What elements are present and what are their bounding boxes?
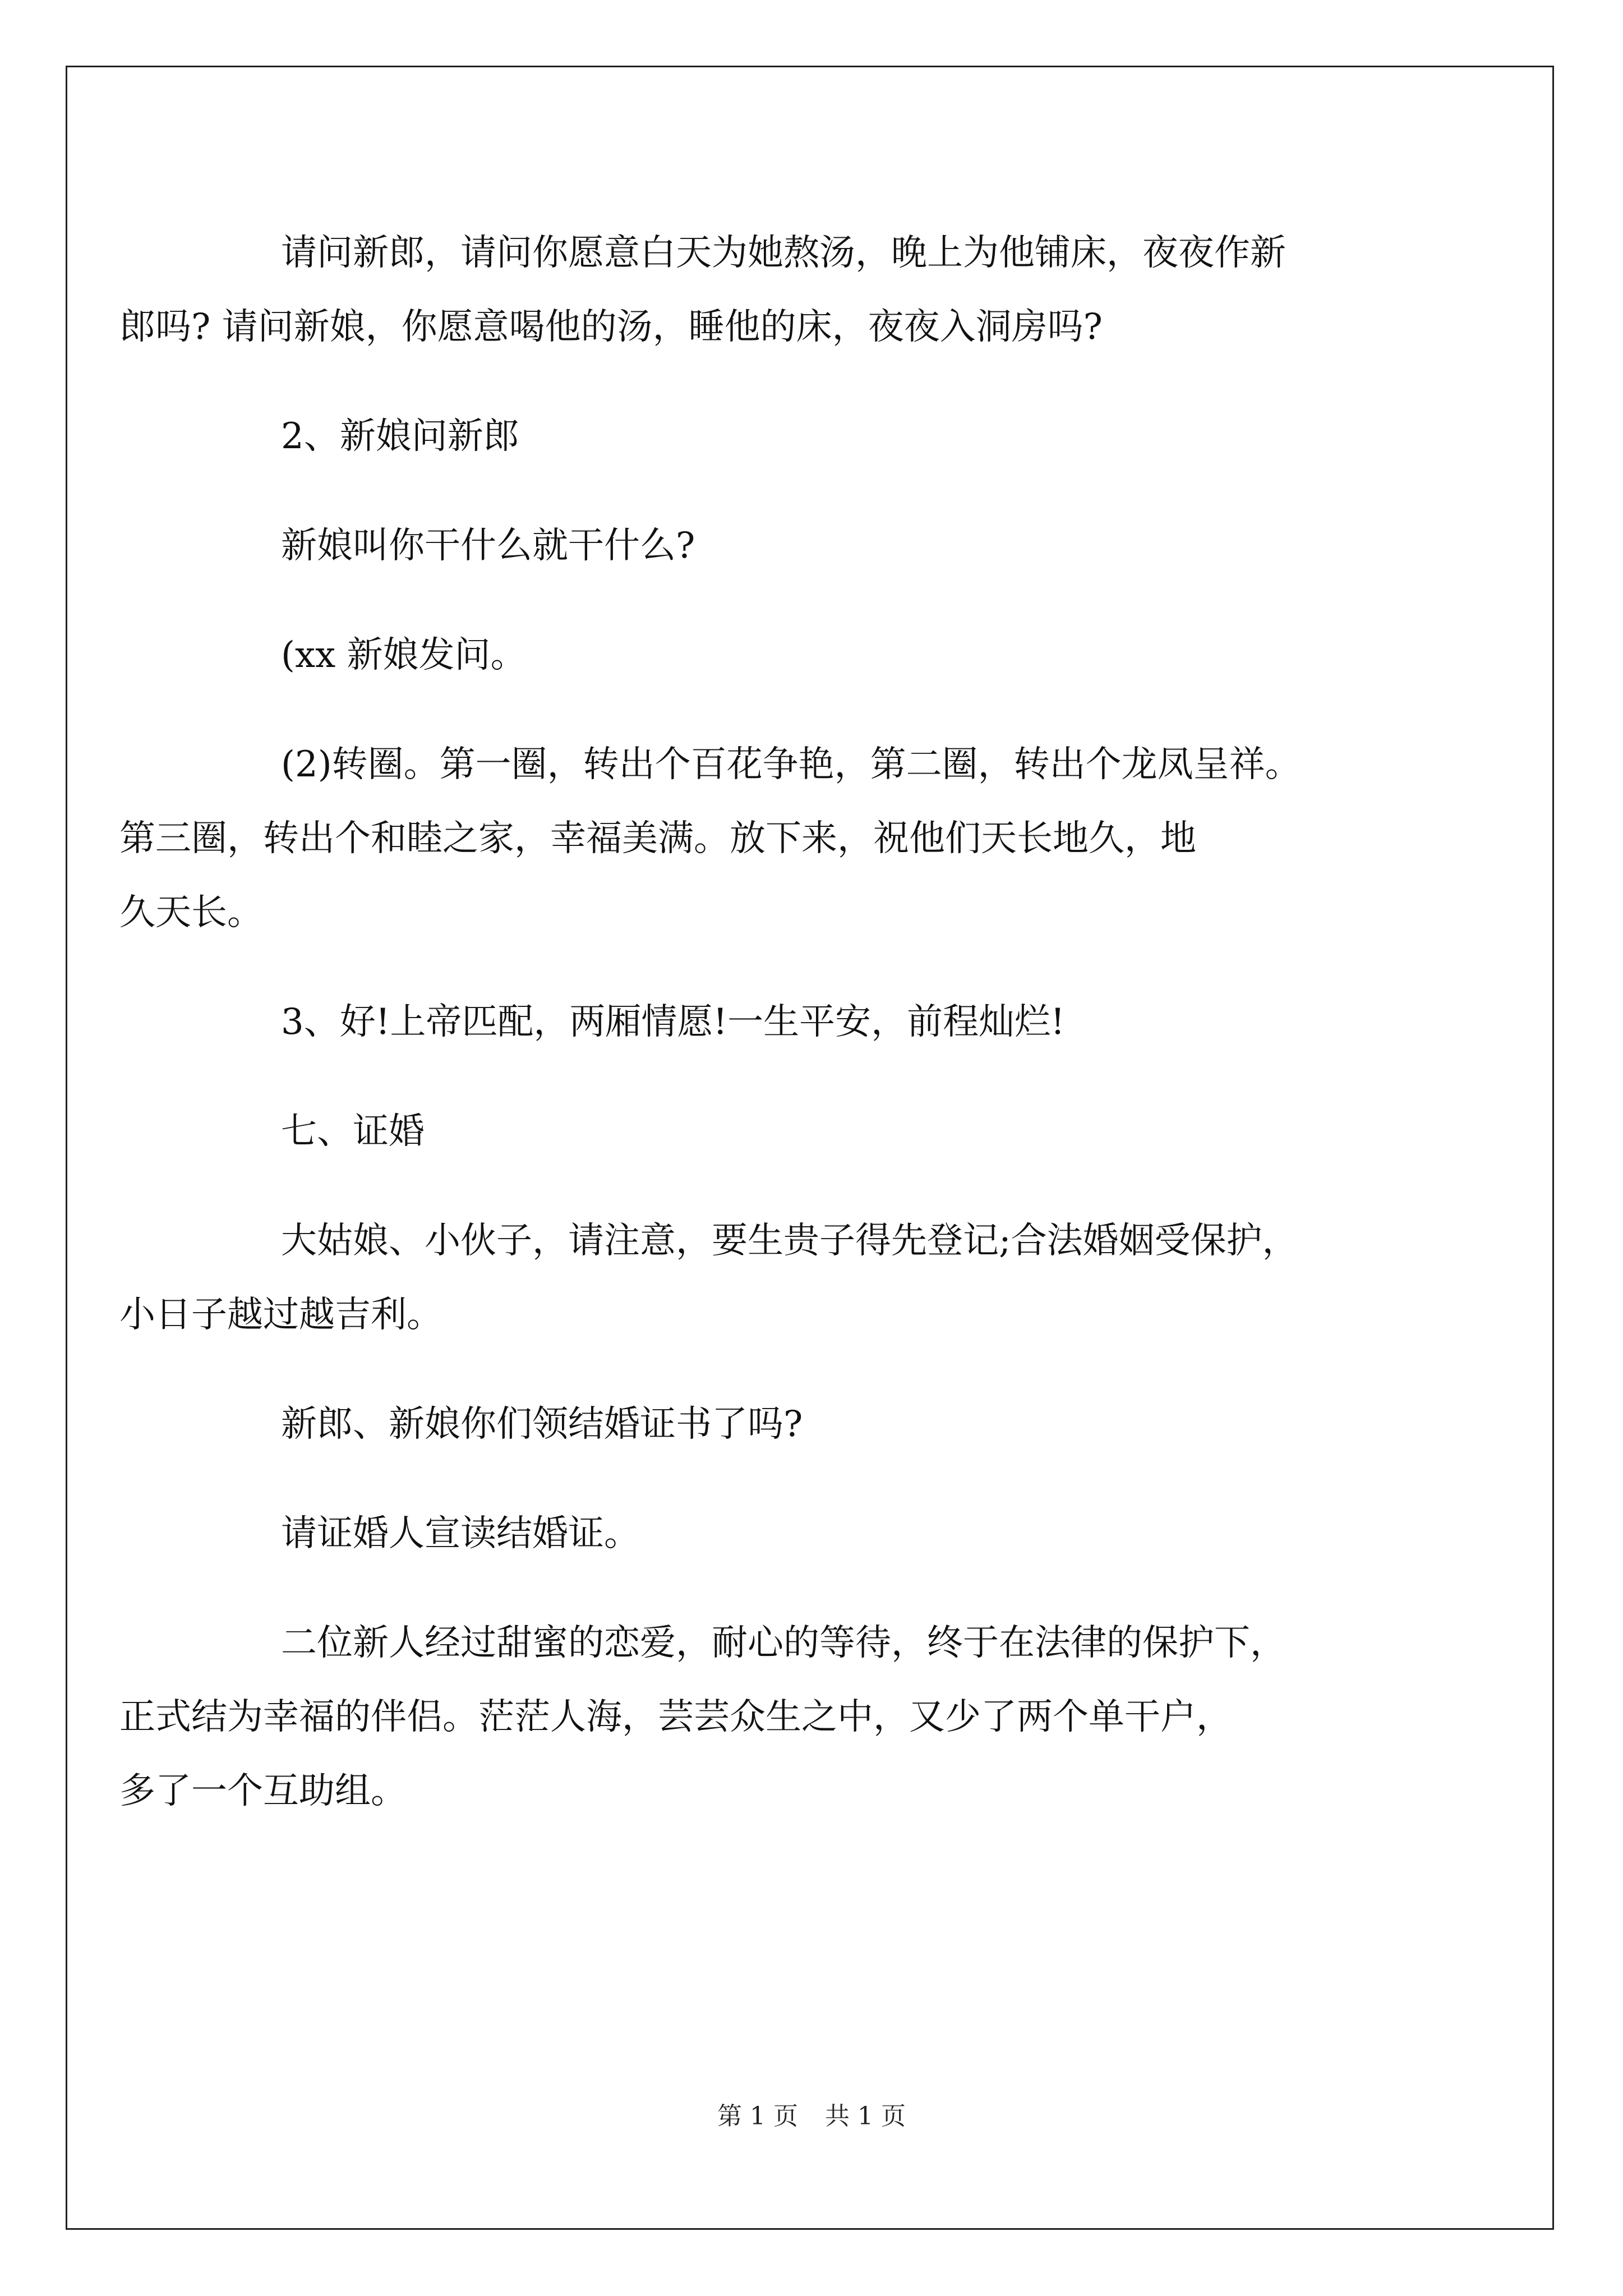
paragraph-7: [200, 1094, 1498, 1168]
paragraph-line: 请证婚人宣读结婚证。: [281, 1513, 640, 1554]
paragraph-line: 大姑娘、小伙子，请注意，要生贵子得先登记;合法婚姻受保护，: [281, 1220, 1298, 1262]
paragraph-line: 请问新郎，请问你愿意白天为她熬汤，晚上为他铺床，夜夜作新: [281, 232, 1286, 274]
paragraph-line: 第三圈，转出个和睦之家，幸福美满。放下来，祝他们天长地久，地: [119, 818, 1196, 859]
paragraph-line: 二位新人经过甜蜜的恋爱，耐心的等待，终于在法律的保护下，: [281, 1622, 1286, 1664]
paragraph-line: 新郎、新娘你们领结婚证书了吗?: [281, 1404, 803, 1445]
paragraph-3: [200, 509, 1498, 583]
paragraph-1: [119, 216, 1498, 364]
paragraph-5: [119, 728, 1498, 950]
page-footer: [0, 2096, 1623, 2132]
paragraph-6: [200, 985, 1498, 1059]
document-body: [119, 216, 1498, 1864]
paragraph-11: [119, 1606, 1498, 1828]
paragraph-4: [200, 618, 1498, 692]
paragraph-line: 新娘叫你干什么就干什么?: [281, 525, 695, 567]
paragraph-line: (2)转圈。第一圈，转出个百花争艳，第二圈，转出个龙凤呈祥。: [281, 744, 1301, 785]
paragraph-line: 多了一个互助组。: [119, 1770, 407, 1812]
page-total: 共 1 页: [825, 2102, 906, 2131]
paragraph-line: 2、新娘问新郎: [281, 416, 519, 457]
paragraph-line: 3、好!上帝匹配，两厢情愿!一生平安，前程灿烂!: [281, 1001, 1065, 1043]
paragraph-9: [200, 1387, 1498, 1461]
paragraph-line: 正式结为幸福的伴侣。茫茫人海，芸芸众生之中，又少了两个单干户，: [119, 1696, 1232, 1738]
paragraph-line: 郎吗? 请问新娘，你愿意喝他的汤，睡他的床，夜夜入洞房吗?: [119, 306, 1103, 348]
paragraph-line: 七、证婚: [281, 1111, 425, 1152]
paragraph-line: (xx 新娘发问。: [281, 634, 527, 676]
page-number: 第 1 页: [717, 2102, 798, 2131]
paragraph-2: [200, 399, 1498, 473]
paragraph-10: [200, 1497, 1498, 1571]
paragraph-line: 久天长。: [119, 892, 263, 933]
paragraph-line: 小日子越过越吉利。: [119, 1294, 442, 1336]
paragraph-8: [119, 1204, 1498, 1352]
